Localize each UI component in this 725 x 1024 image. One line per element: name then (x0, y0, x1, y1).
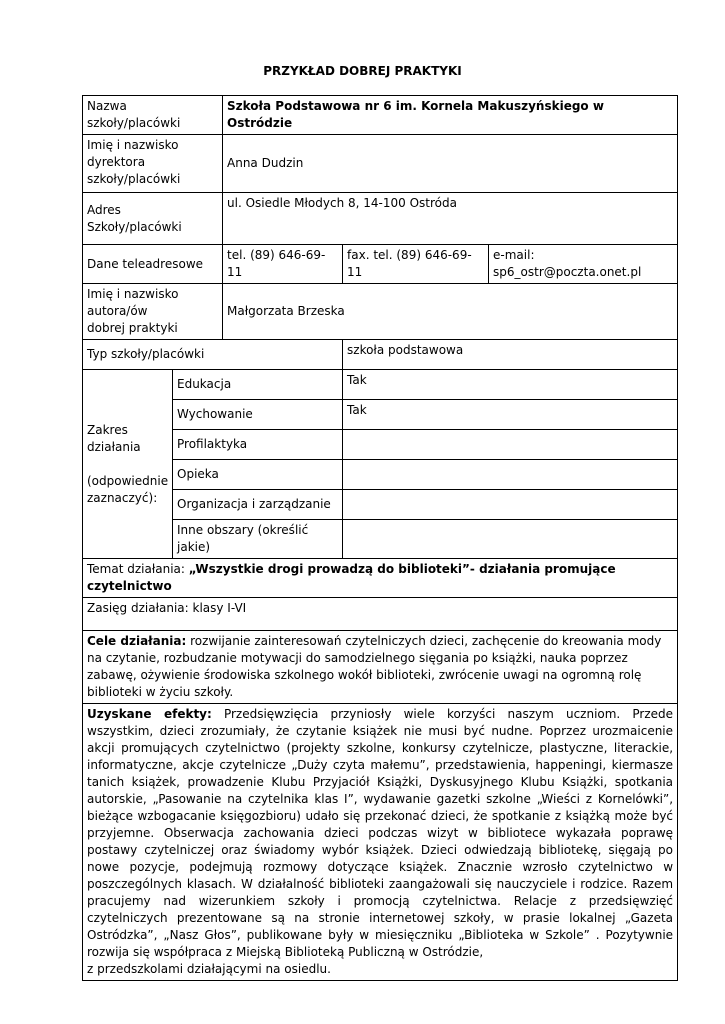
document-title: PRZYKŁAD DOBREJ PRAKTYKI (263, 64, 462, 78)
scope-area-name: Inne obszary (określić jakie) (173, 520, 343, 559)
director-value: Anna Dudzin (223, 135, 678, 193)
scope-area-value: Tak (343, 400, 678, 430)
effects-cell (83, 704, 678, 981)
scope-row (83, 370, 678, 400)
row-topic (83, 559, 678, 598)
address-label-line: Adres (87, 202, 121, 217)
scope-row (83, 490, 678, 520)
scope-row (83, 430, 678, 460)
scope-row (83, 520, 678, 559)
scope-area-value (343, 490, 678, 520)
contact-email-label: e-mail: (493, 248, 535, 262)
topic-label: Temat działania: (87, 562, 189, 576)
director-label-line: szkoły/placówki (87, 172, 181, 186)
contact-email: sp6_ostr@poczta.onet.pl (493, 265, 642, 279)
author-label-line: autora/ów (87, 304, 148, 318)
director-label-line: Imię i nazwisko (87, 138, 179, 152)
director-label (83, 135, 223, 193)
row-address (83, 193, 678, 245)
scope-label-spacer (87, 456, 168, 473)
scope-label-line: zaznaczyć): (87, 490, 158, 505)
address-value: ul. Osiedle Młodych 8, 14-100 Ostróda (223, 193, 678, 245)
goals-cell (83, 631, 678, 704)
goals-label: Cele działania: (87, 634, 187, 648)
contact-tel: tel. (89) 646-69-11 (223, 245, 343, 284)
scope-area-value: Tak (343, 370, 678, 400)
scope-area-name: Wychowanie (173, 400, 343, 430)
row-goals (83, 631, 678, 704)
row-author (83, 284, 678, 340)
scope-area-value (343, 520, 678, 559)
school-name-label: Nazwa szkoły/placówki (83, 96, 223, 135)
author-label (83, 284, 223, 340)
scope-area-value (343, 460, 678, 490)
effects-text: Przedsięwzięcia przyniosły wiele korzyści naszym uczniom. Przede wszystkim, dzieci zrozumiały, że czytanie książek nie musi być nudne. Poprzez urozmaicenie akcji promujących czytelnictwo (projekty szkolne, konkursy czytelnicze, plastyczne, literackie, informatyczne, akcje czytelnicze „Duży czyta małemu”, przedstawienia, happeningi, kiermasze tanich książek, prowadzenie Klubu Przyjaciół Książki, Dyskusyjnego Klubu Książki, spotkania autorskie, „Pasowanie na czytelnika klas I”, wydawanie gazetki szkolne „Wieści z Kornelówki”, bieżące wzbogacanie księgozbioru) udało się przekonać dzieci, że spotkanie z książką może być przyjemne. Obserwacja zachowania dzieci podczas wizyt w bibliotece wykazała poprawę postawy czytelniczej oraz świadomy wybór książek. Dzieci odwiedzają bibliotekę, sięgają po nowe pozycje, podejmują rozmowy dotyczące książek. Znacznie wzrosło czytelnictwo w poszczególnych klasach. W działalność biblioteki zaangażowali się nauczyciele i rodzice. Razem pracujemy nad wizerunkiem szkoły i promocją czytelnictwa. Relacje z przedsięwzięć czytelniczych prezentowane są na stronie internetowej szkoły, w prasie lokalnej „Gazeta Ostródzka”, „Nasz Głos”, publikowane były w miesięczniku „Biblioteka w Szkole” . Pozytywnie rozwija się współpraca z Miejską Biblioteką Publiczną w Ostródzie, (87, 707, 674, 959)
row-director (83, 135, 678, 193)
address-label (83, 193, 223, 245)
row-contact (83, 245, 678, 284)
goals-text: rozwijanie zainteresowań czytelniczych dzieci, zachęcenie do kreowania mody na czytanie, rozbudzanie motywacji do samodzielnego sięgania po książki, nauka poprzez zabawę, ożywienie środowiska szkolnego wokół biblioteki, zwrócenie uwagi na ogromną rolę biblioteki w życiu szkoły. (87, 634, 662, 699)
row-school-type (83, 340, 678, 370)
scope-label-line: działania (87, 439, 141, 454)
author-label-line: dobrej praktyki (87, 321, 178, 335)
contact-label: Dane teleadresowe (83, 245, 223, 284)
row-range (83, 598, 678, 631)
school-type-value: szkoła podstawowa (343, 340, 678, 370)
author-label-line: Imię i nazwisko (87, 287, 179, 301)
row-effects (83, 704, 678, 981)
effects-last-line: z przedszkolami działającymi na osiedlu. (87, 962, 331, 976)
scope-label-line: (odpowiednie (87, 473, 169, 488)
scope-area-name: Profilaktyka (173, 430, 343, 460)
scope-row (83, 400, 678, 430)
topic-cell (83, 559, 678, 598)
effects-label: Uzyskane efekty: (87, 707, 212, 721)
contact-email-cell (489, 245, 678, 284)
scope-row (83, 460, 678, 490)
scope-area-value (343, 430, 678, 460)
contact-fax: fax. tel. (89) 646-69-11 (343, 245, 489, 284)
practice-form-table (82, 95, 678, 981)
scope-area-name: Opieka (173, 460, 343, 490)
row-school-name (83, 96, 678, 135)
director-label-line: dyrektora (87, 155, 146, 169)
scope-label (83, 370, 173, 559)
school-type-label: Typ szkoły/placówki (83, 340, 343, 370)
scope-area-name: Organizacja i zarządzanie (173, 490, 343, 520)
author-value: Małgorzata Brzeska (223, 284, 678, 340)
address-label-line: Szkoły/placówki (87, 219, 182, 234)
scope-label-line: Zakres (87, 422, 128, 437)
school-name-value: Szkoła Podstawowa nr 6 im. Kornela Makuszyńskiego w Ostródzie (223, 96, 678, 135)
scope-area-name: Edukacja (173, 370, 343, 400)
range-text: Zasięg działania: klasy I-VI (83, 598, 678, 631)
effects-paragraph (87, 706, 673, 961)
topic-value: „Wszystkie drogi prowadzą do biblioteki”- działania promujące czytelnictwo (87, 562, 616, 593)
